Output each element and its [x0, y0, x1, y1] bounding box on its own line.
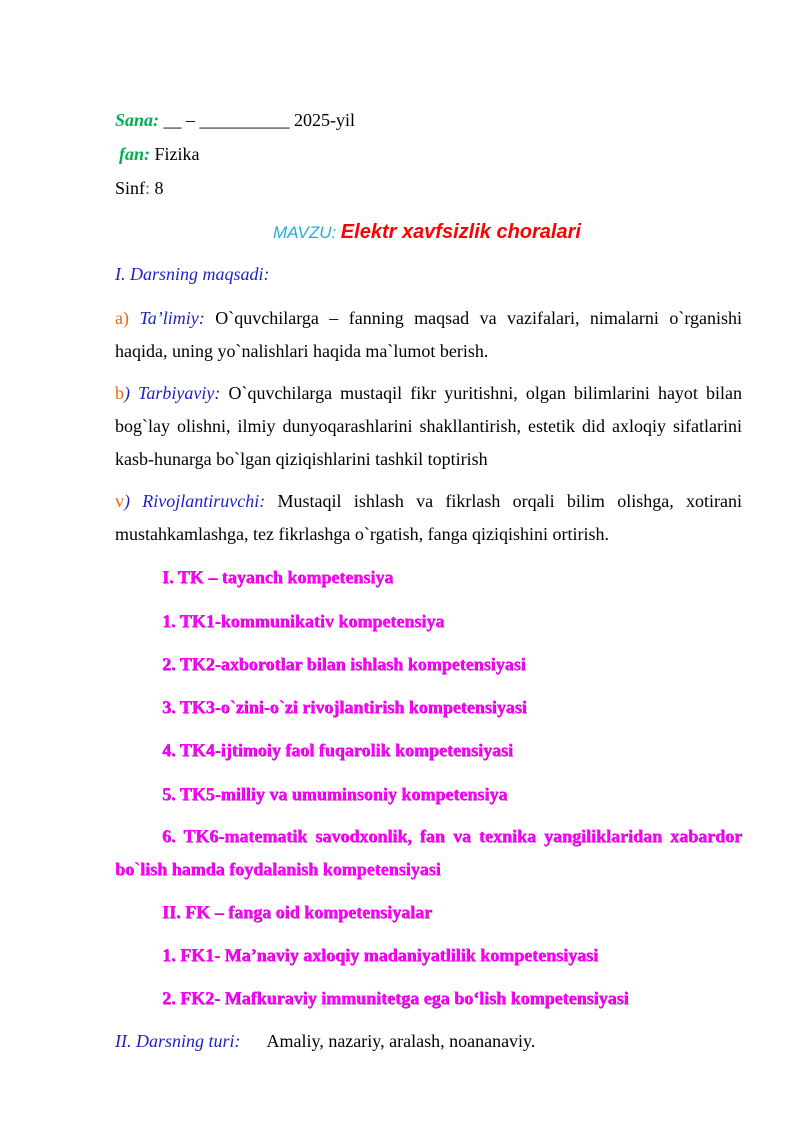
class-line: [115, 178, 164, 199]
tk-item-1: 1. TK1-kommunikativ kompetensiya: [162, 611, 445, 631]
topic-label: MAVZU:: [273, 223, 337, 242]
lesson-type-label: II. Darsning turi:: [115, 1031, 241, 1051]
subject-value: Fizika: [150, 144, 200, 164]
fk-item-2: 2. FK2- Mafkuraviy immunitetga ega bo‘lish kompetensiyasi: [162, 988, 629, 1008]
subject-label: fan:: [119, 144, 150, 164]
tk-heading: I. TK – tayanch kompetensiya: [162, 567, 394, 587]
class-colon: :: [145, 178, 151, 198]
goal-b-label: ) Tarbiyaviy:: [124, 383, 221, 403]
date-line: [115, 110, 355, 131]
fk-heading: II. FK – fanga oid kompetensiyalar: [162, 902, 433, 922]
topic-line: [273, 221, 581, 244]
tk-item-6: 6. TK6-matematik savodxonlik, fan va texnika yangiliklaridan xabardor bo`lish hamda foydalanish kompetensiyasi: [115, 826, 742, 879]
fk-item-1: 1. FK1- Ma’naviy axloqiy madaniyatlilik kompetensiyasi: [162, 945, 599, 965]
goal-v-text: Mustaqil ishlash va fikrlash orqali bilim olishga, xotirani mustahkamlashga, tez fikrlashga o`rgatish, fanga qiziqishini ortirish.: [115, 491, 742, 544]
goal-developmental: [115, 485, 742, 551]
goal-upbringing: [115, 377, 742, 476]
tk-item-3: 3. TK3-o`zini-o`zi rivojlantirish kompetensiyasi: [162, 697, 527, 717]
subject-line: [119, 144, 200, 165]
tk-item-2: 2. TK2-axborotlar bilan ishlash kompetensiyasi: [162, 654, 526, 674]
goal-b-text: O`quvchilarga mustaqil fikr yuritishni, olgan bilimlarini hayot bilan bog`lay olishni, ilmiy dunyoqarashlarini shakllantirish, estetik did axloqiy sifatlarini kasb-hunarga bo`lgan qiziqishlarini tashkil toptirish: [115, 383, 742, 469]
goal-a-text: O`quvchilarga – fanning maqsad va vazifalari, nimalarni o`rganishi haqida, uning yo`nalishlari haqida ma`lumot berish.: [115, 308, 742, 361]
date-label: Sana:: [115, 110, 160, 130]
goal-a-marker: a): [115, 308, 129, 328]
class-label: Sinf: [115, 178, 146, 198]
topic-title: Elektr xavfsizlik choralari: [340, 221, 581, 243]
goal-educational: [115, 302, 742, 368]
date-value: __ – __________ 2025-yil: [159, 110, 356, 130]
lesson-type-value: Amaliy, nazariy, aralash, noananaviy.: [266, 1031, 536, 1051]
goal-v-label: ) Rivojlantiruvchi:: [124, 491, 266, 511]
lesson-type-line: [115, 1031, 535, 1052]
tk-item-5: 5. TK5-milliy va umuminsoniy kompetensiya: [162, 784, 508, 804]
goal-a-label: Ta’limiy:: [139, 308, 205, 328]
tk-item-4: 4. TK4-ijtimoiy faol fuqarolik kompetensiyasi: [162, 740, 513, 760]
class-value: 8: [150, 178, 164, 198]
goal-v-marker: v: [115, 491, 124, 511]
goal-b-marker: b: [115, 383, 124, 403]
goals-heading: I. Darsning maqsadi:: [115, 264, 270, 284]
